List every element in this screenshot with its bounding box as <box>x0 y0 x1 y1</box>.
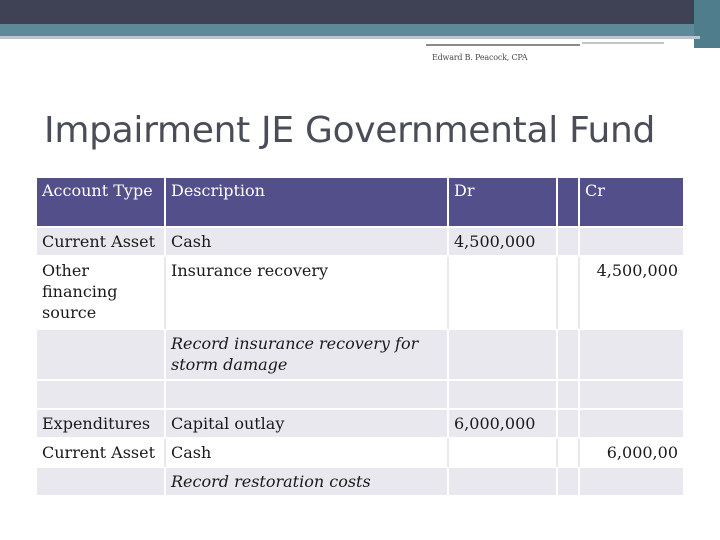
table-header-row <box>37 178 683 228</box>
slide-author: Edward B. Peacock, CPA <box>432 53 528 62</box>
cell-cr <box>580 228 683 257</box>
cell-cr: 4,500,000 <box>580 257 683 330</box>
header-spacer <box>558 178 580 228</box>
header-cr: Cr <box>580 178 683 228</box>
cell-description: Record restoration costs <box>166 468 449 497</box>
cell-spacer <box>558 228 580 257</box>
author-rule <box>426 44 580 46</box>
cell-cr <box>580 468 683 497</box>
cell-dr: 4,500,000 <box>449 228 558 257</box>
cell-account-type <box>37 381 166 410</box>
cell-description <box>166 381 449 410</box>
cell-account-type <box>37 330 166 381</box>
cell-description: Cash <box>166 439 449 468</box>
journal-entry-table <box>37 178 683 497</box>
cell-spacer <box>558 381 580 410</box>
cell-account-type: Current Asset <box>37 439 166 468</box>
header-dr: Dr <box>449 178 558 228</box>
cell-spacer <box>558 330 580 381</box>
cell-description: Capital outlay <box>166 410 449 439</box>
cell-description: Cash <box>166 228 449 257</box>
cell-dr <box>449 439 558 468</box>
table-row <box>37 330 683 381</box>
table-row <box>37 257 683 330</box>
top-divider-line <box>0 36 700 39</box>
cell-spacer <box>558 468 580 497</box>
cell-cr <box>580 410 683 439</box>
cell-dr <box>449 330 558 381</box>
header-description: Description <box>166 178 449 228</box>
cell-cr <box>580 381 683 410</box>
table-row <box>37 381 683 410</box>
table-row <box>37 228 683 257</box>
cell-spacer <box>558 410 580 439</box>
cell-spacer <box>558 257 580 330</box>
author-rule-right <box>582 42 664 44</box>
cell-spacer <box>558 439 580 468</box>
cell-account-type: Other financing source <box>37 257 166 330</box>
cell-account-type: Expenditures <box>37 410 166 439</box>
slide-title: Impairment JE Governmental Fund <box>44 110 656 151</box>
cell-cr: 6,000,00 <box>580 439 683 468</box>
top-decor-bar <box>0 0 720 24</box>
top-right-accent <box>694 0 720 48</box>
cell-dr <box>449 257 558 330</box>
header-account-type: Account Type <box>37 178 166 228</box>
table-row <box>37 468 683 497</box>
cell-dr <box>449 468 558 497</box>
cell-cr <box>580 330 683 381</box>
cell-dr <box>449 381 558 410</box>
cell-account-type: Current Asset <box>37 228 166 257</box>
top-accent-bar <box>0 24 720 36</box>
table-row <box>37 410 683 439</box>
cell-description: Record insurance recovery for storm damage <box>166 330 449 381</box>
cell-dr: 6,000,000 <box>449 410 558 439</box>
cell-description: Insurance recovery <box>166 257 449 330</box>
table-row <box>37 439 683 468</box>
cell-account-type <box>37 468 166 497</box>
